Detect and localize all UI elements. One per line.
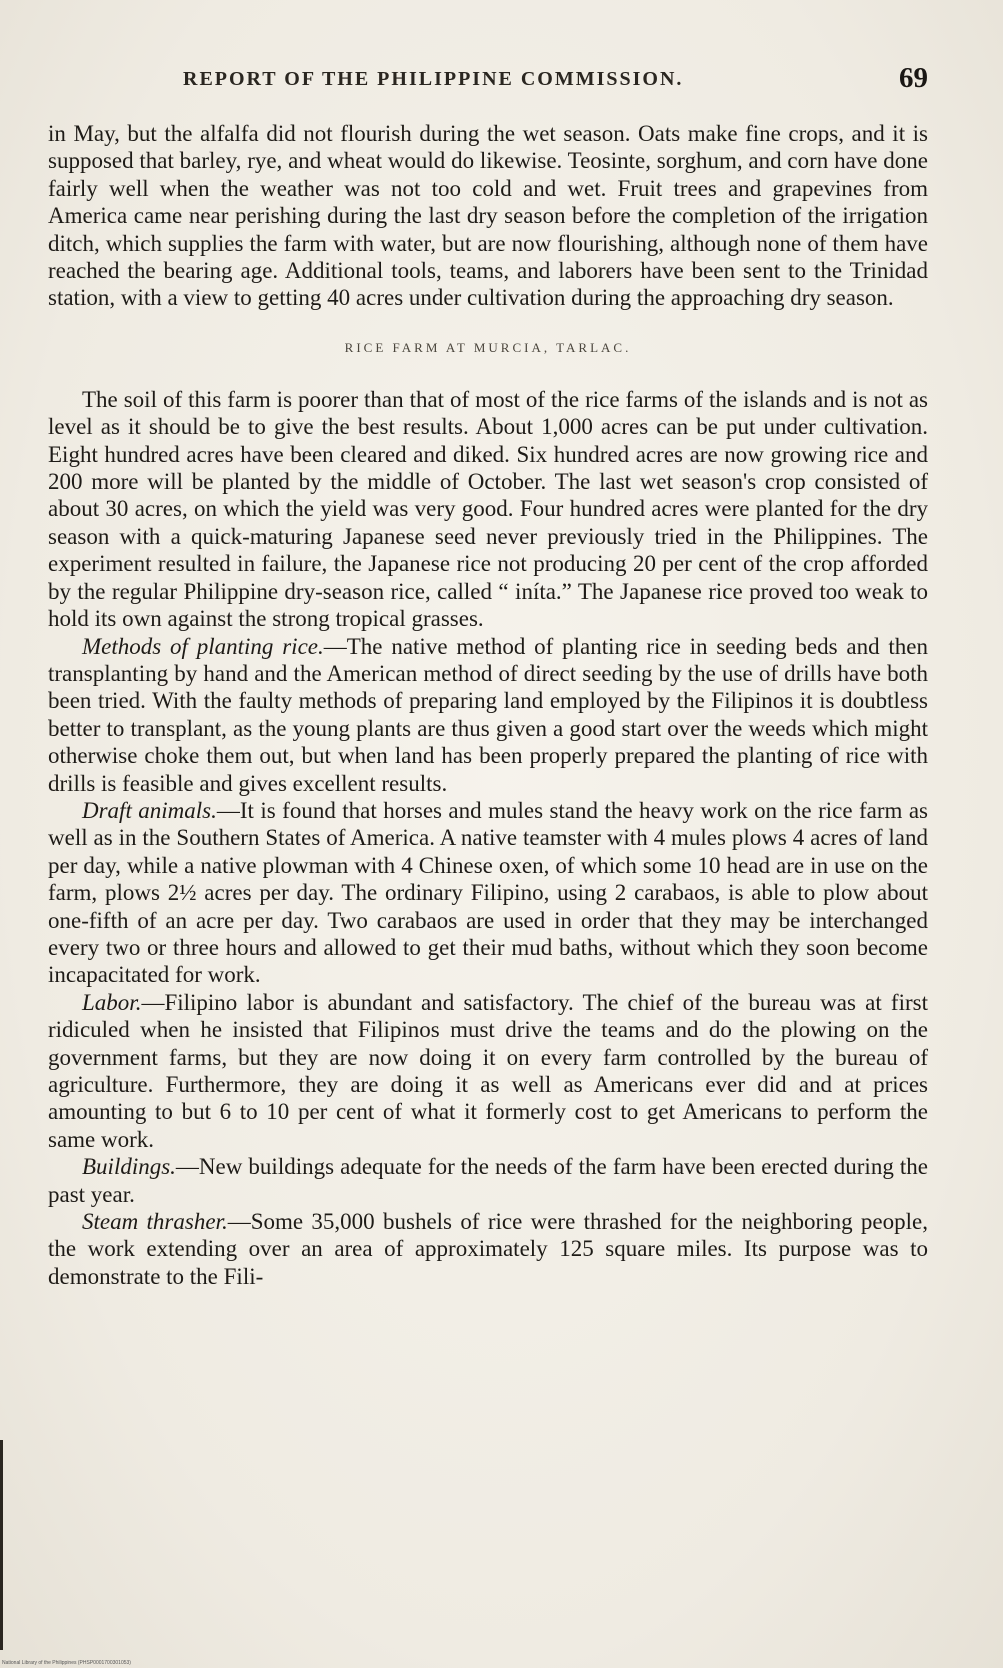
- paragraph-steam-thrasher-text: —Some 35,000 bushels of rice were thrashed for the neighboring people, the work extending over an area of approximately 125 square miles. Its purpose was to demonstrate to the Fili-: [48, 1209, 928, 1289]
- body-text: [48, 120, 928, 1290]
- running-head: [48, 62, 928, 102]
- paragraph-soil-text: The soil of this farm is poorer than that of most of the rice farms of the islands and is not as level as it should be to give the best results. About 1,000 acres can be put under cultivation. Eight hundred acres have been cleared and diked. Six hundred acres are now growing rice and 200 more will be planted by the middle of October. The last wet season's crop consisted of about 30 acres, on which the yield was very good. Four hundred acres were planted for the dry season with a quick-maturing Japanese seed never previously tried in the Philippines. The experiment resulted in failure, the Japanese rice not producing 20 per cent of the crop afforded by the regular Philippine dry-season rice, called “ iníta.” The Japanese rice proved too weak to hold its own against the strong tropical grasses.: [48, 386, 928, 632]
- paragraph-draft-animals-heading: Draft animals.: [82, 797, 217, 823]
- paragraph-steam-thrasher: [48, 1208, 928, 1290]
- intro-paragraph: in May, but the alfalfa did not flourish during the wet season. Oats make fine crops, and it is supposed that barley, rye, and wheat would do likewise. Teosinte, sorghum, and corn have done fairly well when the weather was not too cold and wet. Fruit trees and grapevines from America came near perishing during the last dry season before the completion of the irrigation ditch, which supplies the farm with water, but are now flourishing, although none of them have reached the bearing age. Additional tools, teams, and laborers have been sent to the Trinidad station, with a view to getting 40 acres under cultivation during the approaching dry season.: [48, 121, 928, 311]
- paragraph-buildings-text: —New buildings adequate for the needs of the farm have been erected during the past year.: [48, 1154, 928, 1207]
- paragraph-methods-heading: Methods of planting rice.: [82, 633, 324, 659]
- paragraph-steam-thrasher-heading: Steam thrasher.: [82, 1209, 228, 1235]
- paragraph-methods-text: —The native method of planting rice in seeding beds and then transplanting by hand and the American method of direct seeding by the use of drills have both been tried. With the faulty methods of preparing land employed by the Filipinos it is doubtless better to transplant, as the young plants are thus given a good start over the weeds which might otherwise choke them out, but when land has been properly prepared the planting of rice with drills is feasible and gives excellent results.: [48, 633, 929, 796]
- paragraph-draft-animals-text: —It is found that horses and mules stand the heavy work on the rice farm as well as in the Southern States of America. A native teamster with 4 mules plows 4 acres of land per day, while a native plowman with 4 Chinese oxen, of which some 10 head are in use on the farm, plows 2½ acres per day. The ordinary Filipino, using 2 carabaos, is able to plow about one-fifth of an acre per day. Two carabaos are used in order that they may be interchanged every two or three hours and allowed to get their mud baths, without which they soon become incapacitated for work.: [48, 797, 929, 988]
- paragraph-labor-heading: Labor.: [82, 989, 142, 1015]
- binding-edge-mark: [0, 1440, 3, 1650]
- section-heading: RICE FARM AT MURCIA, TARLAC.: [344, 339, 632, 355]
- paragraph-labor-text: —Filipino labor is abundant and satisfactory. The chief of the bureau was at first ridiculed when he insisted that Filipinos must drive the teams and do the plowing on the government farms, but they are now doing it on every farm controlled by the bureau of agriculture. Furthermore, they are doing it as well as Americans ever did and at prices amounting to but 6 to 10 per cent of what it formerly cost to get Americans to perform the same work.: [48, 989, 928, 1152]
- paragraph-labor: [48, 989, 928, 1153]
- paragraph-buildings: [48, 1153, 928, 1208]
- paragraph-buildings-heading: Buildings.: [82, 1154, 176, 1180]
- paragraph-soil: [48, 386, 928, 633]
- paragraph-draft-animals: [48, 797, 928, 989]
- scan-source-note: National Library of the Philippines (PHSP0001700301053): [2, 1660, 131, 1666]
- running-title: REPORT OF THE PHILIPPINE COMMISSION.: [183, 68, 684, 90]
- paragraph-methods: [48, 633, 928, 797]
- page-number: 69: [899, 62, 928, 94]
